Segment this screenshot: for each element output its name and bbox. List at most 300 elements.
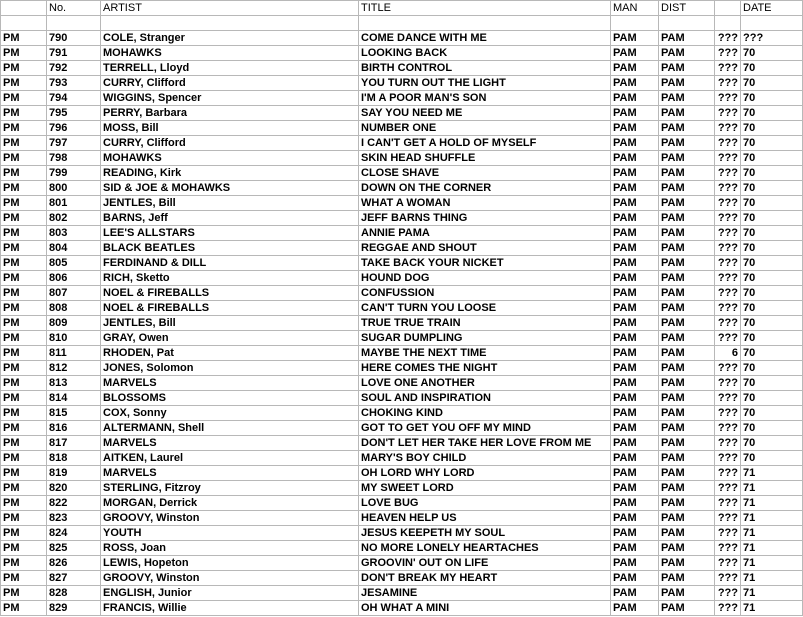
cell-artist[interactable]: LEWIS, Hopeton <box>101 556 359 571</box>
cell-number[interactable]: 803 <box>47 226 101 241</box>
cell-date[interactable]: 70 <box>741 361 803 376</box>
cell-title[interactable]: SUGAR DUMPLING <box>359 331 611 346</box>
cell-label[interactable]: PM <box>1 76 47 91</box>
cell-man[interactable]: PAM <box>611 106 659 121</box>
cell-artist[interactable]: MARVELS <box>101 466 359 481</box>
cell-artist[interactable]: TERRELL, Lloyd <box>101 61 359 76</box>
cell-title[interactable]: JESUS KEEPETH MY SOUL <box>359 526 611 541</box>
cell-number[interactable]: 828 <box>47 586 101 601</box>
cell-qty[interactable]: ??? <box>715 286 741 301</box>
cell-label[interactable]: PM <box>1 421 47 436</box>
cell-qty[interactable]: ??? <box>715 466 741 481</box>
cell-man[interactable]: PAM <box>611 556 659 571</box>
cell-artist[interactable]: BARNS, Jeff <box>101 211 359 226</box>
cell-date[interactable]: 70 <box>741 166 803 181</box>
cell-qty[interactable]: ??? <box>715 511 741 526</box>
cell-dist[interactable]: PAM <box>659 211 715 226</box>
cell-artist[interactable]: ALTERMANN, Shell <box>101 421 359 436</box>
blank-cell[interactable] <box>741 16 803 31</box>
cell-qty[interactable]: 6 <box>715 346 741 361</box>
cell-number[interactable]: 816 <box>47 421 101 436</box>
cell-qty[interactable]: ??? <box>715 211 741 226</box>
cell-artist[interactable]: CURRY, Clifford <box>101 136 359 151</box>
cell-date[interactable]: 71 <box>741 481 803 496</box>
cell-man[interactable]: PAM <box>611 541 659 556</box>
cell-title[interactable]: HOUND DOG <box>359 271 611 286</box>
cell-artist[interactable]: GRAY, Owen <box>101 331 359 346</box>
cell-qty[interactable]: ??? <box>715 496 741 511</box>
cell-title[interactable]: CHOKING KIND <box>359 406 611 421</box>
blank-cell[interactable] <box>101 16 359 31</box>
cell-label[interactable]: PM <box>1 256 47 271</box>
cell-qty[interactable]: ??? <box>715 526 741 541</box>
cell-qty[interactable]: ??? <box>715 226 741 241</box>
cell-man[interactable]: PAM <box>611 421 659 436</box>
cell-title[interactable]: WHAT A WOMAN <box>359 196 611 211</box>
cell-title[interactable]: MAYBE THE NEXT TIME <box>359 346 611 361</box>
cell-date[interactable]: 70 <box>741 271 803 286</box>
cell-dist[interactable]: PAM <box>659 76 715 91</box>
cell-artist[interactable]: BLOSSOMS <box>101 391 359 406</box>
cell-title[interactable]: REGGAE AND SHOUT <box>359 241 611 256</box>
cell-dist[interactable]: PAM <box>659 226 715 241</box>
cell-dist[interactable]: PAM <box>659 391 715 406</box>
cell-label[interactable]: PM <box>1 556 47 571</box>
cell-date[interactable]: 70 <box>741 226 803 241</box>
cell-artist[interactable]: CURRY, Clifford <box>101 76 359 91</box>
cell-qty[interactable]: ??? <box>715 31 741 46</box>
cell-number[interactable]: 799 <box>47 166 101 181</box>
cell-number[interactable]: 794 <box>47 91 101 106</box>
cell-man[interactable]: PAM <box>611 31 659 46</box>
blank-cell[interactable] <box>611 16 659 31</box>
cell-label[interactable]: PM <box>1 376 47 391</box>
cell-qty[interactable]: ??? <box>715 571 741 586</box>
cell-title[interactable]: YOU TURN OUT THE LIGHT <box>359 76 611 91</box>
cell-label[interactable]: PM <box>1 61 47 76</box>
cell-qty[interactable]: ??? <box>715 121 741 136</box>
cell-dist[interactable]: PAM <box>659 406 715 421</box>
cell-number[interactable]: 807 <box>47 286 101 301</box>
cell-qty[interactable]: ??? <box>715 586 741 601</box>
cell-man[interactable]: PAM <box>611 496 659 511</box>
header-cell-no[interactable]: No. <box>47 1 101 16</box>
blank-cell[interactable] <box>715 16 741 31</box>
cell-date[interactable]: 70 <box>741 316 803 331</box>
cell-qty[interactable]: ??? <box>715 241 741 256</box>
cell-man[interactable]: PAM <box>611 601 659 616</box>
cell-label[interactable]: PM <box>1 211 47 226</box>
cell-title[interactable]: HEAVEN HELP US <box>359 511 611 526</box>
cell-label[interactable]: PM <box>1 526 47 541</box>
cell-dist[interactable]: PAM <box>659 361 715 376</box>
cell-man[interactable]: PAM <box>611 121 659 136</box>
cell-qty[interactable]: ??? <box>715 91 741 106</box>
cell-date[interactable]: 70 <box>741 121 803 136</box>
cell-date[interactable]: 70 <box>741 421 803 436</box>
cell-number[interactable]: 827 <box>47 571 101 586</box>
cell-man[interactable]: PAM <box>611 76 659 91</box>
cell-dist[interactable]: PAM <box>659 136 715 151</box>
cell-dist[interactable]: PAM <box>659 121 715 136</box>
cell-man[interactable]: PAM <box>611 256 659 271</box>
cell-dist[interactable]: PAM <box>659 511 715 526</box>
cell-qty[interactable]: ??? <box>715 196 741 211</box>
cell-artist[interactable]: GROOVY, Winston <box>101 571 359 586</box>
header-cell-title[interactable]: TITLE <box>359 1 611 16</box>
cell-title[interactable]: CONFUSSION <box>359 286 611 301</box>
cell-dist[interactable]: PAM <box>659 331 715 346</box>
cell-title[interactable]: BIRTH CONTROL <box>359 61 611 76</box>
cell-label[interactable]: PM <box>1 571 47 586</box>
cell-date[interactable]: 71 <box>741 556 803 571</box>
cell-label[interactable]: PM <box>1 481 47 496</box>
cell-label[interactable]: PM <box>1 346 47 361</box>
cell-dist[interactable]: PAM <box>659 316 715 331</box>
cell-title[interactable]: OH WHAT A MINI <box>359 601 611 616</box>
cell-man[interactable]: PAM <box>611 391 659 406</box>
cell-number[interactable]: 813 <box>47 376 101 391</box>
cell-artist[interactable]: JONES, Solomon <box>101 361 359 376</box>
cell-number[interactable]: 817 <box>47 436 101 451</box>
cell-artist[interactable]: RHODEN, Pat <box>101 346 359 361</box>
cell-artist[interactable]: ROSS, Joan <box>101 541 359 556</box>
cell-title[interactable]: MY SWEET LORD <box>359 481 611 496</box>
cell-date[interactable]: 70 <box>741 256 803 271</box>
cell-dist[interactable]: PAM <box>659 256 715 271</box>
cell-qty[interactable]: ??? <box>715 136 741 151</box>
cell-man[interactable]: PAM <box>611 526 659 541</box>
cell-label[interactable]: PM <box>1 466 47 481</box>
cell-title[interactable]: SAY YOU NEED ME <box>359 106 611 121</box>
cell-label[interactable]: PM <box>1 406 47 421</box>
cell-label[interactable]: PM <box>1 541 47 556</box>
cell-date[interactable]: 70 <box>741 406 803 421</box>
cell-label[interactable]: PM <box>1 136 47 151</box>
cell-title[interactable]: DON'T LET HER TAKE HER LOVE FROM ME <box>359 436 611 451</box>
cell-title[interactable]: DOWN ON THE CORNER <box>359 181 611 196</box>
header-cell-date[interactable]: DATE <box>741 1 803 16</box>
cell-number[interactable]: 815 <box>47 406 101 421</box>
header-cell-artist[interactable]: ARTIST <box>101 1 359 16</box>
cell-label[interactable]: PM <box>1 331 47 346</box>
cell-man[interactable]: PAM <box>611 226 659 241</box>
cell-title[interactable]: MARY'S BOY CHILD <box>359 451 611 466</box>
cell-qty[interactable]: ??? <box>715 106 741 121</box>
cell-number[interactable]: 800 <box>47 181 101 196</box>
cell-date[interactable]: 71 <box>741 601 803 616</box>
cell-dist[interactable]: PAM <box>659 61 715 76</box>
cell-label[interactable]: PM <box>1 196 47 211</box>
cell-artist[interactable]: MOSS, Bill <box>101 121 359 136</box>
cell-date[interactable]: 70 <box>741 346 803 361</box>
cell-title[interactable]: I'M A POOR MAN'S SON <box>359 91 611 106</box>
cell-man[interactable]: PAM <box>611 166 659 181</box>
cell-qty[interactable]: ??? <box>715 256 741 271</box>
cell-number[interactable]: 796 <box>47 121 101 136</box>
cell-dist[interactable]: PAM <box>659 571 715 586</box>
cell-artist[interactable]: GROOVY, Winston <box>101 511 359 526</box>
cell-qty[interactable]: ??? <box>715 601 741 616</box>
cell-man[interactable]: PAM <box>611 136 659 151</box>
cell-artist[interactable]: SID & JOE & MOHAWKS <box>101 181 359 196</box>
cell-number[interactable]: 809 <box>47 316 101 331</box>
cell-qty[interactable]: ??? <box>715 391 741 406</box>
cell-dist[interactable]: PAM <box>659 286 715 301</box>
header-cell-man[interactable]: MAN <box>611 1 659 16</box>
cell-qty[interactable]: ??? <box>715 46 741 61</box>
cell-number[interactable]: 793 <box>47 76 101 91</box>
cell-label[interactable]: PM <box>1 91 47 106</box>
cell-artist[interactable]: COLE, Stranger <box>101 31 359 46</box>
cell-date[interactable]: 70 <box>741 61 803 76</box>
cell-artist[interactable]: READING, Kirk <box>101 166 359 181</box>
cell-artist[interactable]: FRANCIS, Willie <box>101 601 359 616</box>
cell-man[interactable]: PAM <box>611 61 659 76</box>
cell-label[interactable]: PM <box>1 391 47 406</box>
cell-man[interactable]: PAM <box>611 436 659 451</box>
cell-man[interactable]: PAM <box>611 481 659 496</box>
cell-number[interactable]: 829 <box>47 601 101 616</box>
cell-date[interactable]: 71 <box>741 571 803 586</box>
cell-title[interactable]: CAN'T TURN YOU LOOSE <box>359 301 611 316</box>
cell-dist[interactable]: PAM <box>659 46 715 61</box>
cell-qty[interactable]: ??? <box>715 451 741 466</box>
cell-dist[interactable]: PAM <box>659 541 715 556</box>
cell-title[interactable]: DON'T BREAK MY HEART <box>359 571 611 586</box>
cell-artist[interactable]: YOUTH <box>101 526 359 541</box>
cell-man[interactable]: PAM <box>611 241 659 256</box>
cell-artist[interactable]: MARVELS <box>101 376 359 391</box>
cell-number[interactable]: 798 <box>47 151 101 166</box>
cell-qty[interactable]: ??? <box>715 151 741 166</box>
cell-number[interactable]: 802 <box>47 211 101 226</box>
cell-artist[interactable]: RICH, Sketto <box>101 271 359 286</box>
cell-qty[interactable]: ??? <box>715 541 741 556</box>
cell-dist[interactable]: PAM <box>659 376 715 391</box>
cell-date[interactable]: 70 <box>741 451 803 466</box>
cell-dist[interactable]: PAM <box>659 196 715 211</box>
cell-man[interactable]: PAM <box>611 271 659 286</box>
cell-artist[interactable]: BLACK BEATLES <box>101 241 359 256</box>
cell-number[interactable]: 812 <box>47 361 101 376</box>
cell-label[interactable]: PM <box>1 316 47 331</box>
cell-artist[interactable]: MOHAWKS <box>101 46 359 61</box>
cell-number[interactable]: 806 <box>47 271 101 286</box>
cell-date[interactable]: 70 <box>741 181 803 196</box>
cell-date[interactable]: ??? <box>741 31 803 46</box>
cell-number[interactable]: 820 <box>47 481 101 496</box>
blank-cell[interactable] <box>47 16 101 31</box>
cell-dist[interactable]: PAM <box>659 151 715 166</box>
cell-title[interactable]: GOT TO GET YOU OFF MY MIND <box>359 421 611 436</box>
cell-title[interactable]: COME DANCE WITH ME <box>359 31 611 46</box>
cell-dist[interactable]: PAM <box>659 481 715 496</box>
cell-dist[interactable]: PAM <box>659 91 715 106</box>
cell-artist[interactable]: JENTLES, Bill <box>101 316 359 331</box>
cell-qty[interactable]: ??? <box>715 61 741 76</box>
cell-date[interactable]: 71 <box>741 526 803 541</box>
cell-man[interactable]: PAM <box>611 46 659 61</box>
cell-label[interactable]: PM <box>1 151 47 166</box>
cell-number[interactable]: 801 <box>47 196 101 211</box>
cell-qty[interactable]: ??? <box>715 166 741 181</box>
cell-title[interactable]: JESAMINE <box>359 586 611 601</box>
cell-man[interactable]: PAM <box>611 286 659 301</box>
cell-dist[interactable]: PAM <box>659 166 715 181</box>
cell-qty[interactable]: ??? <box>715 76 741 91</box>
cell-number[interactable]: 822 <box>47 496 101 511</box>
cell-number[interactable]: 819 <box>47 466 101 481</box>
cell-artist[interactable]: ENGLISH, Junior <box>101 586 359 601</box>
cell-dist[interactable]: PAM <box>659 466 715 481</box>
cell-qty[interactable]: ??? <box>715 436 741 451</box>
cell-number[interactable]: 811 <box>47 346 101 361</box>
cell-label[interactable]: PM <box>1 601 47 616</box>
blank-cell[interactable] <box>1 16 47 31</box>
cell-title[interactable]: CLOSE SHAVE <box>359 166 611 181</box>
cell-man[interactable]: PAM <box>611 331 659 346</box>
cell-dist[interactable]: PAM <box>659 421 715 436</box>
cell-qty[interactable]: ??? <box>715 361 741 376</box>
cell-number[interactable]: 810 <box>47 331 101 346</box>
cell-label[interactable]: PM <box>1 121 47 136</box>
cell-label[interactable]: PM <box>1 106 47 121</box>
cell-label[interactable]: PM <box>1 361 47 376</box>
cell-label[interactable]: PM <box>1 226 47 241</box>
cell-number[interactable]: 792 <box>47 61 101 76</box>
cell-date[interactable]: 70 <box>741 196 803 211</box>
cell-date[interactable]: 70 <box>741 151 803 166</box>
cell-artist[interactable]: MORGAN, Derrick <box>101 496 359 511</box>
cell-artist[interactable]: NOEL & FIREBALLS <box>101 301 359 316</box>
cell-man[interactable]: PAM <box>611 91 659 106</box>
cell-date[interactable]: 70 <box>741 46 803 61</box>
cell-label[interactable]: PM <box>1 286 47 301</box>
cell-artist[interactable]: AITKEN, Laurel <box>101 451 359 466</box>
cell-date[interactable]: 70 <box>741 391 803 406</box>
cell-artist[interactable]: MARVELS <box>101 436 359 451</box>
cell-label[interactable]: PM <box>1 451 47 466</box>
cell-artist[interactable]: JENTLES, Bill <box>101 196 359 211</box>
cell-man[interactable]: PAM <box>611 361 659 376</box>
cell-man[interactable]: PAM <box>611 586 659 601</box>
cell-title[interactable]: LOVE BUG <box>359 496 611 511</box>
cell-dist[interactable]: PAM <box>659 31 715 46</box>
cell-man[interactable]: PAM <box>611 466 659 481</box>
cell-artist[interactable]: MOHAWKS <box>101 151 359 166</box>
cell-dist[interactable]: PAM <box>659 586 715 601</box>
cell-date[interactable]: 70 <box>741 376 803 391</box>
cell-title[interactable]: NUMBER ONE <box>359 121 611 136</box>
cell-title[interactable]: TAKE BACK YOUR NICKET <box>359 256 611 271</box>
cell-label[interactable]: PM <box>1 496 47 511</box>
cell-dist[interactable]: PAM <box>659 451 715 466</box>
cell-artist[interactable]: FERDINAND & DILL <box>101 256 359 271</box>
cell-title[interactable]: LOVE ONE ANOTHER <box>359 376 611 391</box>
cell-man[interactable]: PAM <box>611 346 659 361</box>
cell-number[interactable]: 791 <box>47 46 101 61</box>
cell-artist[interactable]: NOEL & FIREBALLS <box>101 286 359 301</box>
cell-qty[interactable]: ??? <box>715 556 741 571</box>
cell-date[interactable]: 71 <box>741 496 803 511</box>
cell-dist[interactable]: PAM <box>659 556 715 571</box>
cell-number[interactable]: 825 <box>47 541 101 556</box>
cell-number[interactable]: 804 <box>47 241 101 256</box>
cell-date[interactable]: 70 <box>741 301 803 316</box>
cell-date[interactable]: 70 <box>741 436 803 451</box>
cell-date[interactable]: 70 <box>741 91 803 106</box>
cell-qty[interactable]: ??? <box>715 331 741 346</box>
header-cell-label[interactable] <box>1 1 47 16</box>
cell-dist[interactable]: PAM <box>659 601 715 616</box>
cell-label[interactable]: PM <box>1 31 47 46</box>
cell-label[interactable]: PM <box>1 181 47 196</box>
cell-label[interactable]: PM <box>1 271 47 286</box>
cell-label[interactable]: PM <box>1 46 47 61</box>
cell-qty[interactable]: ??? <box>715 316 741 331</box>
cell-date[interactable]: 70 <box>741 241 803 256</box>
cell-date[interactable]: 71 <box>741 586 803 601</box>
cell-number[interactable]: 814 <box>47 391 101 406</box>
cell-number[interactable]: 823 <box>47 511 101 526</box>
cell-dist[interactable]: PAM <box>659 241 715 256</box>
cell-title[interactable]: OH LORD WHY LORD <box>359 466 611 481</box>
cell-label[interactable]: PM <box>1 301 47 316</box>
cell-qty[interactable]: ??? <box>715 271 741 286</box>
header-cell-dist[interactable]: DIST <box>659 1 715 16</box>
cell-title[interactable]: ANNIE PAMA <box>359 226 611 241</box>
cell-man[interactable]: PAM <box>611 151 659 166</box>
cell-artist[interactable]: LEE'S ALLSTARS <box>101 226 359 241</box>
cell-title[interactable]: JEFF BARNS THING <box>359 211 611 226</box>
cell-dist[interactable]: PAM <box>659 271 715 286</box>
cell-dist[interactable]: PAM <box>659 106 715 121</box>
cell-man[interactable]: PAM <box>611 181 659 196</box>
cell-number[interactable]: 805 <box>47 256 101 271</box>
cell-man[interactable]: PAM <box>611 211 659 226</box>
cell-artist[interactable]: COX, Sonny <box>101 406 359 421</box>
cell-man[interactable]: PAM <box>611 406 659 421</box>
cell-date[interactable]: 70 <box>741 106 803 121</box>
cell-qty[interactable]: ??? <box>715 181 741 196</box>
cell-number[interactable]: 824 <box>47 526 101 541</box>
cell-dist[interactable]: PAM <box>659 436 715 451</box>
cell-artist[interactable]: PERRY, Barbara <box>101 106 359 121</box>
cell-number[interactable]: 790 <box>47 31 101 46</box>
cell-qty[interactable]: ??? <box>715 301 741 316</box>
cell-artist[interactable]: STERLING, Fitzroy <box>101 481 359 496</box>
cell-date[interactable]: 70 <box>741 76 803 91</box>
cell-qty[interactable]: ??? <box>715 421 741 436</box>
cell-number[interactable]: 797 <box>47 136 101 151</box>
cell-number[interactable]: 826 <box>47 556 101 571</box>
cell-dist[interactable]: PAM <box>659 496 715 511</box>
cell-man[interactable]: PAM <box>611 316 659 331</box>
blank-cell[interactable] <box>659 16 715 31</box>
cell-man[interactable]: PAM <box>611 196 659 211</box>
cell-number[interactable]: 818 <box>47 451 101 466</box>
cell-date[interactable]: 71 <box>741 541 803 556</box>
cell-label[interactable]: PM <box>1 586 47 601</box>
cell-qty[interactable]: ??? <box>715 481 741 496</box>
cell-title[interactable]: SOUL AND INSPIRATION <box>359 391 611 406</box>
cell-dist[interactable]: PAM <box>659 346 715 361</box>
cell-title[interactable]: LOOKING BACK <box>359 46 611 61</box>
cell-title[interactable]: TRUE TRUE TRAIN <box>359 316 611 331</box>
cell-dist[interactable]: PAM <box>659 181 715 196</box>
cell-number[interactable]: 808 <box>47 301 101 316</box>
